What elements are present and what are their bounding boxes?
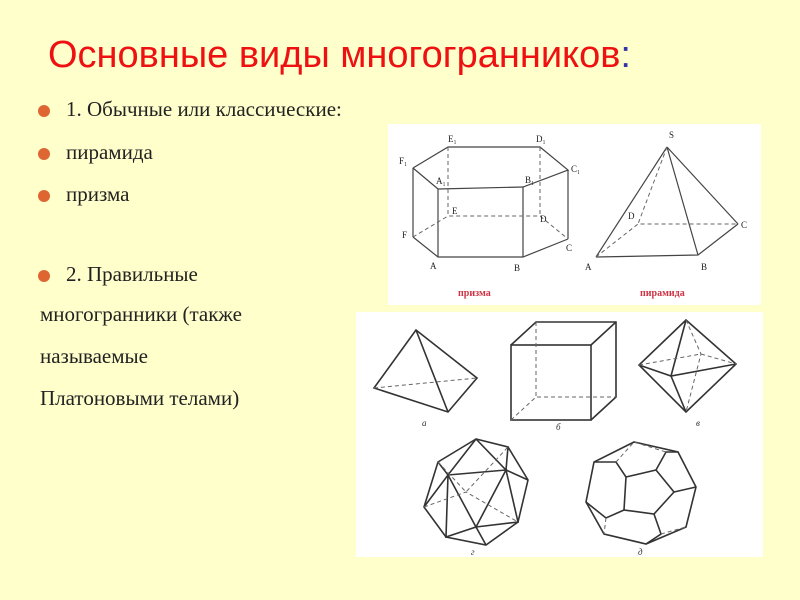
- prism-caption: призма: [458, 288, 491, 299]
- vertex-label: C: [741, 220, 748, 230]
- vertex-label: B: [514, 263, 521, 273]
- bullet-continuation: многогранники (также: [40, 302, 242, 326]
- bullet-continuation: называемые: [40, 344, 148, 368]
- vertex-label: C: [566, 243, 573, 253]
- tetrahedron-shape: [374, 330, 477, 412]
- solid-label: а: [422, 418, 427, 428]
- pyramid-caption: пирамида: [640, 288, 685, 299]
- bullet-continuation: Платоновыми телами): [40, 386, 240, 410]
- solid-label: г: [471, 547, 475, 557]
- bullet-text: пирамида: [66, 140, 153, 164]
- vertex-label: E₁: [448, 134, 457, 144]
- prism-pyramid-drawing: [388, 124, 761, 305]
- bullet-dot-icon: [38, 270, 50, 282]
- solid-label: б: [556, 422, 561, 432]
- title-text: Основные виды многогранников: [48, 34, 621, 76]
- vertex-label: B: [701, 262, 708, 272]
- vertex-label: A: [585, 262, 592, 272]
- vertex-label: A: [430, 261, 437, 271]
- platonic-solids-drawing: [356, 312, 763, 557]
- bullet-text: призма: [66, 182, 130, 206]
- solid-label: д: [638, 547, 643, 557]
- vertex-label: E: [452, 206, 458, 216]
- vertex-label: F: [402, 230, 408, 240]
- pyramid-shape: [596, 147, 738, 257]
- title-colon: :: [620, 34, 631, 76]
- vertex-label: C₁: [571, 164, 581, 174]
- bullet-text: 1. Обычные или классические:: [66, 97, 342, 121]
- prism-shape: [413, 147, 568, 257]
- platonic-solids-figure: [356, 312, 763, 557]
- dodecahedron-shape: [586, 442, 696, 544]
- bullet-dot-icon: [38, 105, 50, 117]
- vertex-label: F₁: [399, 156, 408, 166]
- vertex-label: D: [628, 211, 635, 221]
- bullet-dot-icon: [38, 190, 50, 202]
- prism-pyramid-figure: [388, 124, 761, 305]
- icosahedron-shape: [424, 439, 528, 545]
- page-title: [48, 34, 631, 77]
- octahedron-shape: [639, 320, 736, 412]
- vertex-label: A₁: [436, 176, 446, 186]
- vertex-label: S: [669, 130, 675, 140]
- vertex-label: D₁: [536, 134, 546, 144]
- vertex-label: D: [540, 214, 547, 224]
- bullet-dot-icon: [38, 148, 50, 160]
- vertex-label: B₁: [525, 175, 535, 185]
- bullet-text: 2. Правильные: [66, 262, 198, 286]
- solid-label: в: [696, 418, 700, 428]
- cube-shape: [511, 322, 616, 420]
